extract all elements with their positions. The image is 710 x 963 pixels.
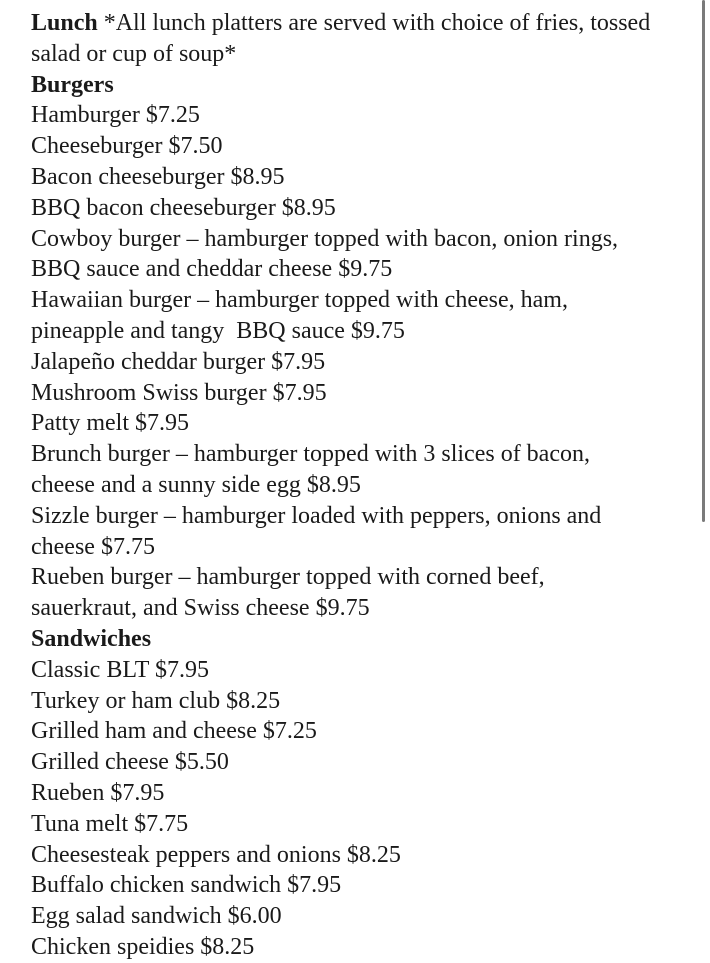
menu-item-line: Classic BLT $7.95 <box>31 656 210 683</box>
menu-item-line: cheese $7.75 <box>31 533 155 560</box>
burgers-list <box>31 100 703 624</box>
menu-item-line: Bacon cheeseburger $8.95 <box>31 163 285 190</box>
menu-item-line: Hawaiian burger – hamburger topped with cheese, ham, <box>31 287 568 314</box>
menu-item-line: Cheesesteak peppers and onions $8.25 <box>31 841 401 868</box>
lunch-note-line-2: salad or cup of soup* <box>31 40 237 67</box>
vertical-scrollbar[interactable] <box>702 0 705 522</box>
menu-item-line: BBQ sauce and cheddar cheese $9.75 <box>31 256 393 283</box>
menu-item-line: Tuna melt $7.75 <box>31 810 189 837</box>
menu-document <box>31 8 703 963</box>
menu-title: Lunch <box>31 10 98 36</box>
sandwiches-heading: Sandwiches <box>31 625 152 652</box>
menu-item-line: Turkey or ham club $8.25 <box>31 687 281 714</box>
menu-item-line: cheese and a sunny side egg $8.95 <box>31 471 361 498</box>
menu-item-line: Rueben $7.95 <box>31 779 165 806</box>
menu-item-line: Egg salad sandwich $6.00 <box>31 903 282 930</box>
menu-item-line: Cowboy burger – hamburger topped with bacon, onion rings, <box>31 225 619 252</box>
burgers-heading: Burgers <box>31 71 114 98</box>
menu-item-line: Brunch burger – hamburger topped with 3 slices of bacon, <box>31 441 590 468</box>
menu-item-line: Sizzle burger – hamburger loaded with peppers, onions and <box>31 502 602 529</box>
menu-item-line: Grilled ham and cheese $7.25 <box>31 718 317 745</box>
menu-item-line: Chicken speidies $8.25 <box>31 933 255 960</box>
menu-item-line: Patty melt $7.95 <box>31 410 189 437</box>
menu-item-line: Hamburger $7.25 <box>31 102 200 129</box>
menu-item-line: Mushroom Swiss burger $7.95 <box>31 379 327 406</box>
sandwiches-list <box>31 655 703 963</box>
menu-item-line: sauerkraut, and Swiss cheese $9.75 <box>31 595 370 622</box>
menu-item-line: pineapple and tangy BBQ sauce $9.75 <box>31 317 405 344</box>
lunch-note-line-1 <box>31 8 703 39</box>
lunch-note-text: *All lunch platters are served with choice of fries, tossed <box>103 10 651 36</box>
menu-item-line: BBQ bacon cheeseburger $8.95 <box>31 194 336 221</box>
menu-item-line: Buffalo chicken sandwich $7.95 <box>31 872 342 899</box>
menu-item-line: Jalapeño cheddar burger $7.95 <box>31 348 326 375</box>
menu-item-line: Grilled cheese $5.50 <box>31 749 229 776</box>
menu-item-line: Cheeseburger $7.50 <box>31 133 223 160</box>
menu-item-line: Rueben burger – hamburger topped with corned beef, <box>31 564 545 591</box>
